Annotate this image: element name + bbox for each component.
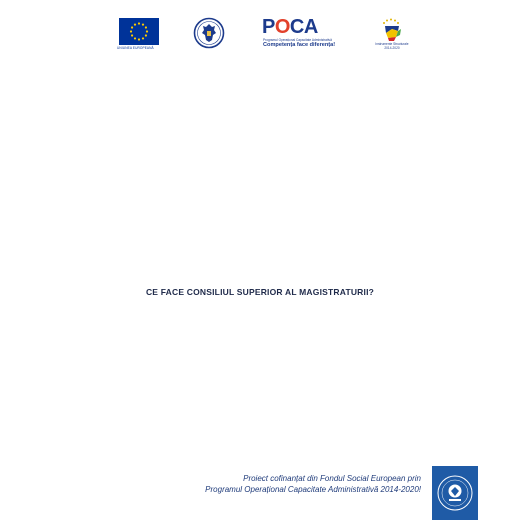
page-title: CE FACE CONSILIUL SUPERIOR AL MAGISTRATURII? bbox=[145, 287, 375, 297]
csm-logo bbox=[432, 466, 478, 520]
structural-instruments-years: 2014-2020 bbox=[384, 46, 400, 50]
eu-stars-icon bbox=[119, 18, 159, 45]
eu-flag-icon bbox=[119, 18, 159, 45]
structural-instruments-icon bbox=[368, 17, 416, 42]
poca-letter-o: O bbox=[274, 16, 290, 38]
poca-letters-ca: CA bbox=[289, 16, 318, 38]
eu-star bbox=[134, 37, 136, 39]
eu-star bbox=[138, 38, 140, 40]
eu-star bbox=[138, 22, 140, 24]
cofinancing-note bbox=[205, 473, 421, 495]
structural-instruments-label: Instrumente Structurale bbox=[375, 42, 409, 46]
poca-logo bbox=[262, 17, 334, 53]
cofinancing-line-2: Programul Operațional Capacitate Administrativă 2014-2020! bbox=[205, 485, 421, 494]
eu-star bbox=[131, 34, 133, 36]
government-seal-logo bbox=[193, 17, 225, 49]
csm-seal-icon bbox=[432, 466, 478, 520]
logo-bar bbox=[0, 0, 520, 60]
eu-star bbox=[131, 26, 133, 28]
poca-wordmark bbox=[262, 17, 318, 37]
poca-tagline: Competența face diferența! bbox=[263, 42, 336, 48]
eu-star bbox=[145, 26, 147, 28]
poca-subtitle: Programul Operațional Capacitate Administrativă bbox=[263, 38, 332, 42]
structural-instruments-logo bbox=[368, 17, 416, 53]
eu-logo bbox=[117, 18, 161, 50]
eu-star bbox=[134, 23, 136, 25]
poca-letter-p: P bbox=[262, 16, 275, 38]
eu-star bbox=[142, 23, 144, 25]
eu-star bbox=[146, 30, 148, 32]
cofinancing-line-1: Proiect cofinanțat din Fondul Social European prin bbox=[243, 474, 421, 483]
eu-star bbox=[145, 34, 147, 36]
eu-label: UNIUNEA EUROPEANĂ bbox=[117, 46, 154, 50]
eu-star bbox=[142, 37, 144, 39]
eu-star bbox=[130, 30, 132, 32]
government-seal-icon bbox=[193, 17, 225, 49]
